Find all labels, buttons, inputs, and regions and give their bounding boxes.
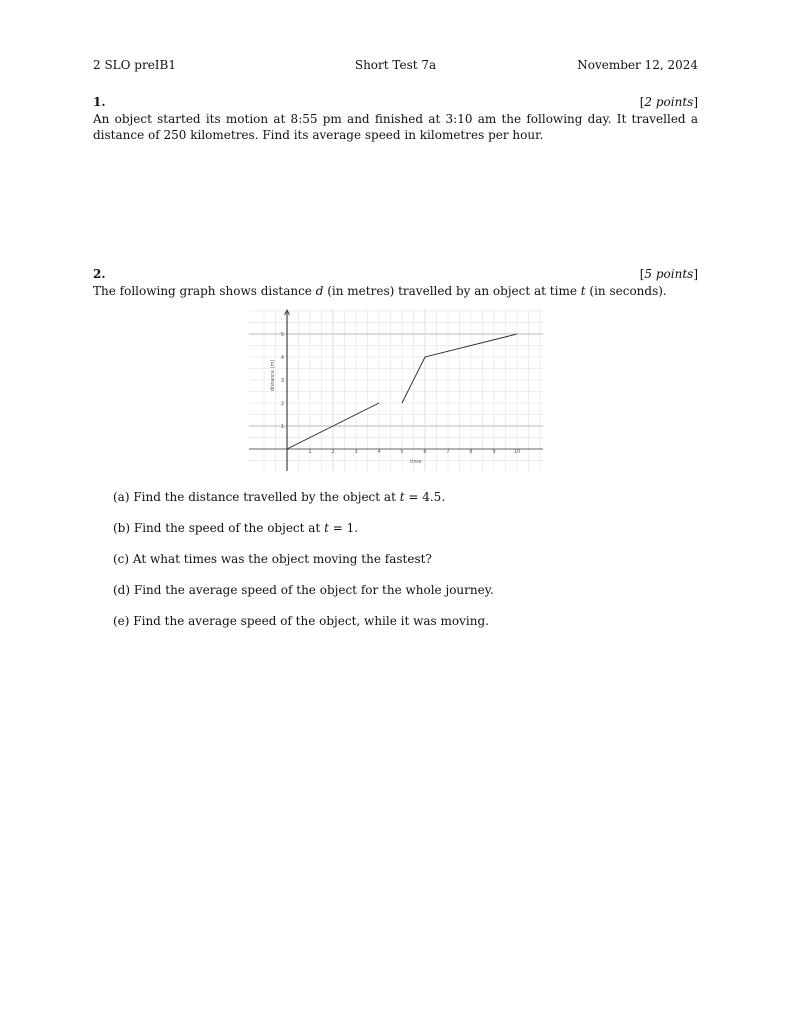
- part-b: (b) Find the speed of the object at t = 1.: [113, 521, 359, 535]
- question-2-points: [5 points]: [639, 267, 698, 281]
- distance-time-graph: [249, 309, 543, 471]
- y-tick-label: 3: [280, 378, 284, 384]
- x-axis-label: time: [410, 459, 422, 465]
- question-2-parts: [113, 489, 673, 644]
- part-d: (d) Find the average speed of the object for the whole journey.: [113, 583, 494, 597]
- x-tick-label: 6: [423, 449, 427, 455]
- page-header: [93, 58, 698, 74]
- x-tick-label: 3: [354, 449, 358, 455]
- y-tick-label: 4: [280, 355, 284, 361]
- y-tick-label: 1: [280, 424, 284, 430]
- x-tick-label: 4: [377, 449, 381, 455]
- part-e: (e) Find the average speed of the object, while it was moving.: [113, 614, 489, 628]
- question-1-number: 1.: [93, 95, 106, 109]
- x-tick-label: 2: [331, 449, 335, 455]
- x-tick-label: 5: [400, 449, 404, 455]
- question-2: [93, 267, 698, 299]
- question-2-number: 2.: [93, 267, 106, 281]
- y-axis-label: distance (m): [270, 359, 276, 392]
- part-c: (c) At what times was the object moving the fastest?: [113, 552, 432, 566]
- part-a: (a) Find the distance travelled by the object at t = 4.5.: [113, 490, 446, 504]
- x-tick-label: 10: [513, 449, 521, 455]
- question-2-intro: The following graph shows distance d (in metres) travelled by an object at time t (in seconds).: [93, 284, 667, 298]
- x-tick-label: 9: [492, 449, 496, 455]
- y-tick-label: 5: [280, 332, 284, 338]
- test-title: Short Test 7a: [354, 58, 437, 72]
- question-1-points: [2 points]: [639, 95, 698, 109]
- class-name: 2 SLO preIB1: [93, 58, 177, 72]
- x-tick-label: 7: [446, 449, 450, 455]
- y-tick-label: 2: [280, 401, 284, 407]
- x-tick-label: 1: [308, 449, 312, 455]
- x-tick-label: 8: [469, 449, 473, 455]
- question-1: [93, 95, 698, 143]
- test-date: November 12, 2024: [577, 58, 698, 72]
- question-1-text: An object started its motion at 8:55 pm and finished at 3:10 am the following day. It travelled a distance of 250 kilometres. Find its average speed in kilometres per hour.: [93, 112, 698, 142]
